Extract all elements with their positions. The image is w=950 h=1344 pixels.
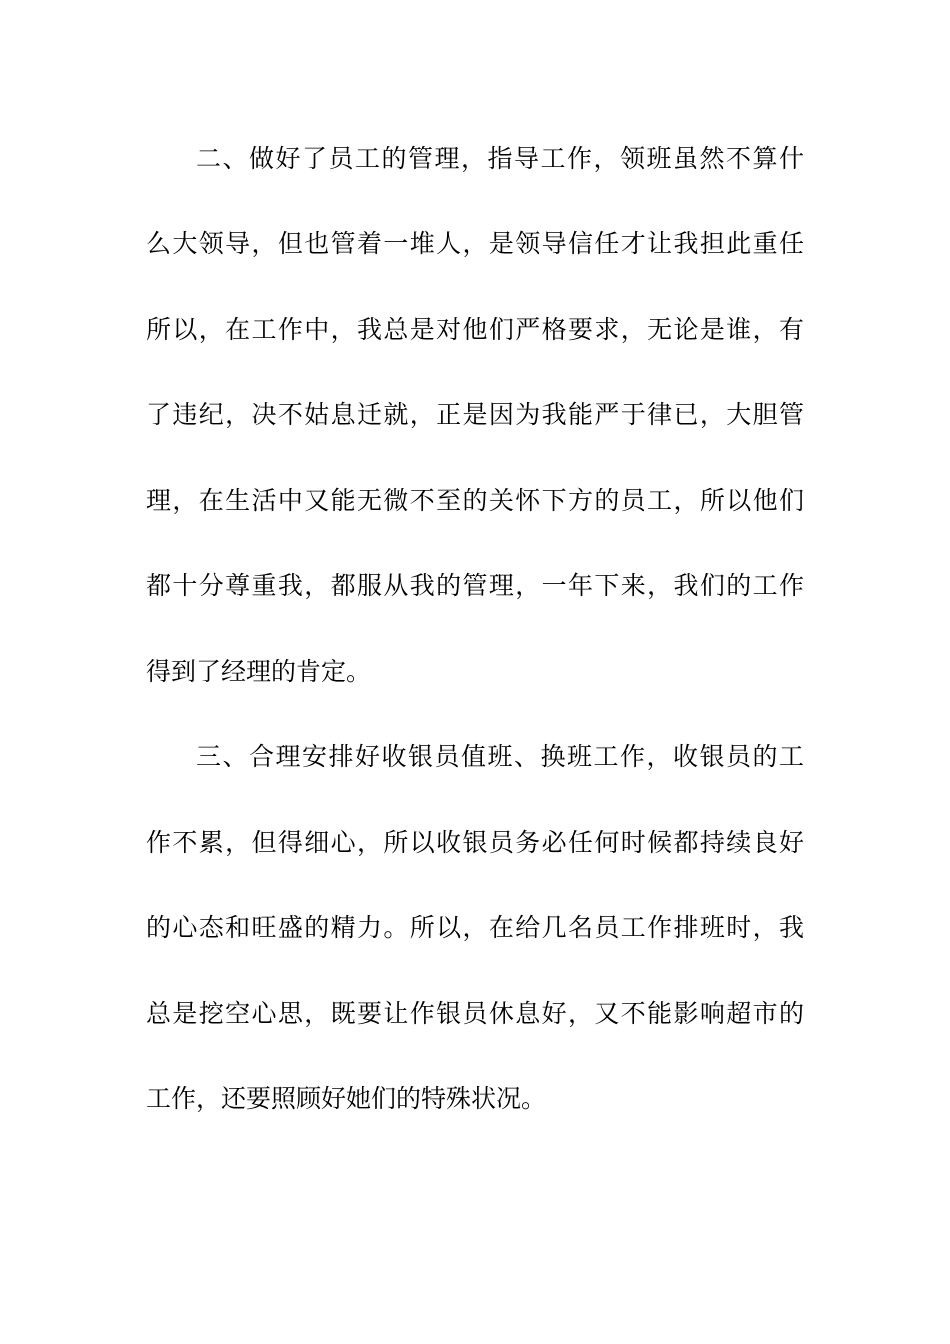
paragraph-2-line-2: 作不累，但得细心，所以收银员务必任何时候都持续良好 (146, 828, 804, 857)
paragraph-1-line-3: 所以，在工作中，我总是对他们严格要求，无论是谁，有 (146, 315, 804, 344)
paragraph-1-line-6: 都十分尊重我，都服从我的管理，一年下来，我们的工作 (146, 571, 804, 600)
paragraph-1-line-4: 了违纪，决不姑息迁就，正是因为我能严于律已，大胆管 (146, 400, 804, 429)
paragraph-2-line-4: 总是挖空心思，既要让作银员休息好，又不能影响超市的 (146, 999, 804, 1028)
paragraph-2-line-1: 三、合理安排好收银员值班、换班工作，收银员的工 (196, 742, 804, 771)
paragraph-1-line-7: 得到了经理的肯定。 (146, 657, 372, 686)
paragraph-2-line-5: 工作，还要照顾好她们的特殊状况。 (146, 1084, 547, 1113)
paragraph-1-line-1: 二、做好了员工的管理，指导工作，领班虽然不算什 (196, 144, 804, 173)
paragraph-1-line-2: 么大领导，但也管着一堆人，是领导信任才让我担此重任 (146, 229, 804, 258)
paragraph-1-line-5: 理，在生活中又能无微不至的关怀下方的员工，所以他们 (146, 486, 804, 515)
paragraph-2-line-3: 的心态和旺盛的精力。所以，在给几名员工作排班时，我 (146, 913, 804, 942)
